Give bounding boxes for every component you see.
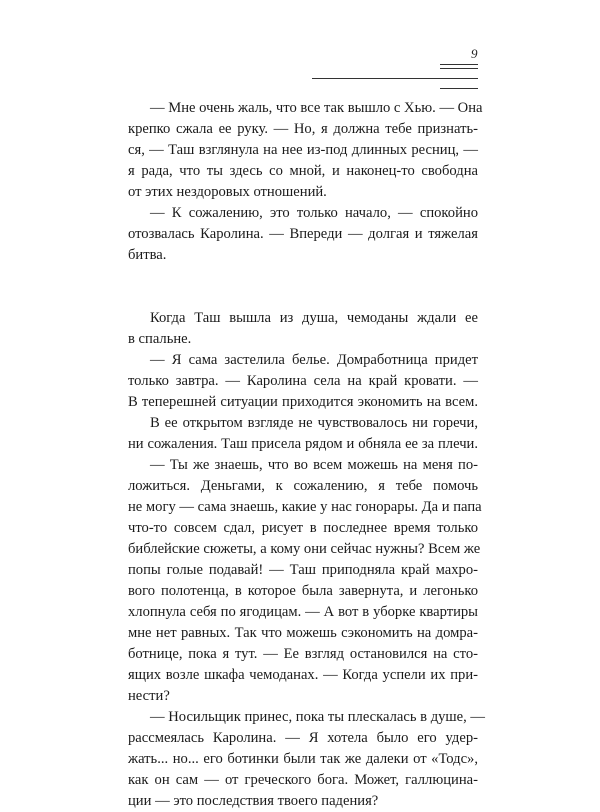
page-number: 9 <box>471 46 478 61</box>
header-rule <box>440 64 478 65</box>
header-rule <box>312 78 478 79</box>
text-line: ции — это последствия твоего падения? <box>128 793 379 809</box>
text-line: отозвалась Каролина. — Впереди — долгая и тяжелая <box>128 226 478 242</box>
text-line: ботнице, пока я тут. — Ее взгляд остановился на сто- <box>128 646 478 662</box>
header-rule <box>440 88 478 89</box>
text-line: ложиться. Деньгами, к сожалению, я тебе помочь <box>128 478 478 494</box>
header-rule <box>440 68 478 69</box>
text-line: В ее открытом взгляде не чувствовалось ни горечи, <box>150 415 478 431</box>
text-line: что-то совсем сдал, рисует в последнее время только <box>128 520 478 536</box>
text-line: вого полотенца, в которое была завернута, и легонько <box>128 583 478 599</box>
text-line: попы голые подавай! — Таш приподняла край махро- <box>128 562 478 578</box>
text-line: В теперешней ситуации приходится экономить на всем. <box>128 394 478 410</box>
text-line: жать... но... его ботинки были так же далеки от «Тодс», <box>128 751 478 767</box>
text-line: я рада, что ты здесь со мной, и наконец-то свободна <box>128 163 478 179</box>
body-text <box>128 98 486 812</box>
text-line: — Мне очень жаль, что все так вышло с Хью. — Она <box>150 100 483 116</box>
section-break <box>128 266 478 308</box>
text-line: не могу — сама знаешь, какие у нас гонорары. Да и папа <box>128 499 482 515</box>
text-line: крепко сжала ее руку. — Но, я должна тебе признать- <box>128 121 478 137</box>
text-line: библейские сюжеты, а кому они сейчас нужны? Всем же <box>128 541 481 557</box>
text-line: как он сам — от греческого бога. Может, галлюцина- <box>128 772 478 788</box>
text-line: от этих нездоровых отношений. <box>128 184 327 200</box>
text-line: — Ты же знаешь, что во всем можешь на меня по- <box>150 457 478 473</box>
text-line: мне нет равных. Так что можешь сэкономить на домра- <box>128 625 478 641</box>
text-line: — К сожалению, это только начало, — спокойно <box>150 205 478 221</box>
text-line: ящих возле шкафа чемоданах. — Когда успели их при- <box>128 667 478 683</box>
text-line: хлопнула себя по ягодицам. — А вот в уборке квартиры <box>128 604 478 620</box>
text-line: — Я сама застелила белье. Домработница придет <box>150 352 478 368</box>
text-line: битва. <box>128 247 167 263</box>
text-line: только завтра. — Каролина села на край кровати. — <box>128 373 478 389</box>
text-line: Когда Таш вышла из душа, чемоданы ждали ее <box>150 310 478 326</box>
text-line: рассмеялась Каролина. — Я хотела было его удер- <box>128 730 478 746</box>
text-line: ни сожаления. Таш присела рядом и обняла ее за плечи. <box>128 436 478 452</box>
text-block-1 <box>128 98 483 266</box>
text-line: — Носильщик принес, пока ты плескалась в душе, — <box>150 709 486 725</box>
text-line: в спальне. <box>128 331 192 347</box>
text-line: нести? <box>128 688 170 704</box>
text-block-2 <box>128 308 486 812</box>
text-line: ся, — Таш взглянула на нее из-под длинных ресниц, — <box>128 142 478 158</box>
